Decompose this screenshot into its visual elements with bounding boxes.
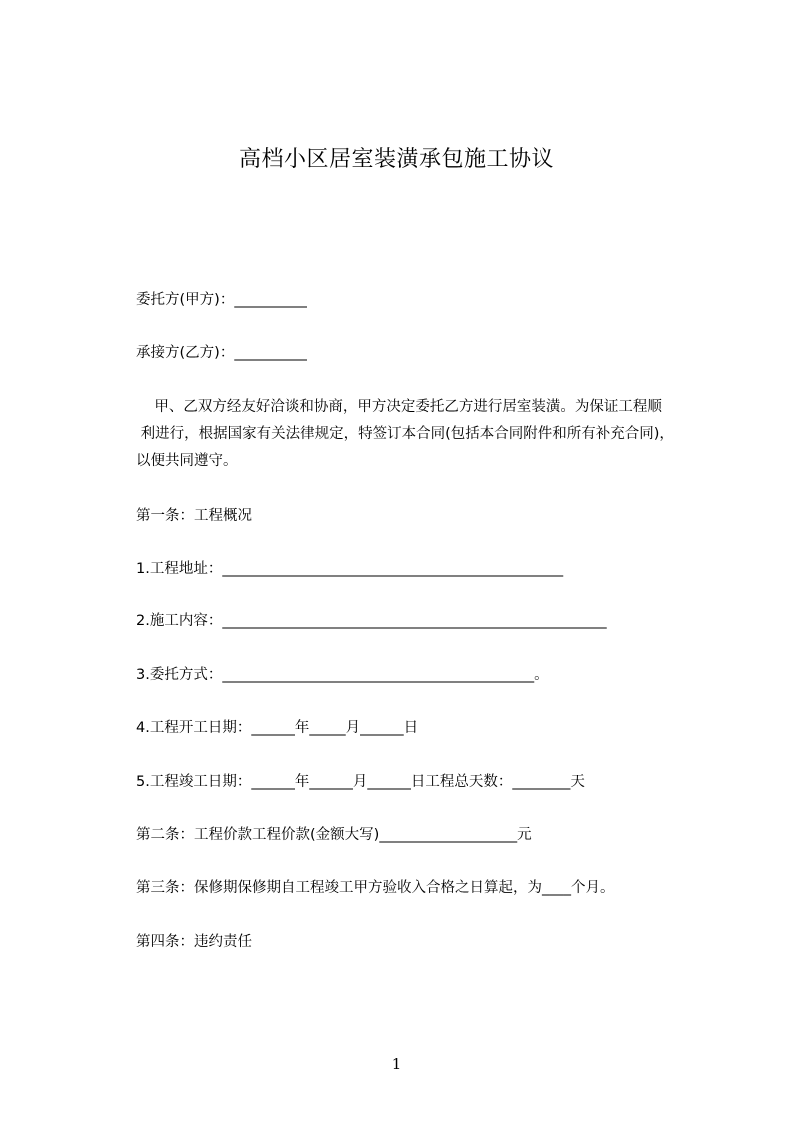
article-1-heading: 第一条：工程概况 [136,508,252,524]
item-2-construction-content: 2.施工内容：_____________________________________________________ [136,613,607,629]
item-3-commission-method: 3.委托方式：___________________________________________。 [136,667,549,683]
intro-paragraph-line-2: 利进行，根据国家有关法律规定，特签订本合同(包括本合同附件和所有补充合同)， [136,426,674,442]
document-title: 高档小区居室装潢承包施工协议 [238,147,554,172]
page-number: 1 [391,1055,402,1073]
item-4-start-date: 4.工程开工日期：______年_____月______日 [136,720,419,736]
item-1-project-address: 1.工程地址：_______________________________________________ [136,561,564,577]
party-b-line: 承接方(乙方)：__________ [136,345,307,361]
intro-paragraph-line-1: 甲、乙双方经友好洽谈和协商，甲方决定委托乙方进行居室装潢。为保证工程顺 [136,399,662,415]
article-4-heading: 第四条：违约责任 [136,934,252,950]
article-3-warranty: 第三条：保修期保修期自工程竣工甲方验收入合格之日算起，为____个月。 [136,880,615,896]
item-5-completion-date: 5.工程竣工日期：______年______月______日工程总天数：________天 [136,774,585,790]
intro-paragraph-line-3: 以便共同遵守。 [136,453,238,469]
article-2-price: 第二条：工程价款工程价款(金额大写)___________________元 [136,827,532,843]
party-a-line: 委托方(甲方)：__________ [136,292,307,308]
